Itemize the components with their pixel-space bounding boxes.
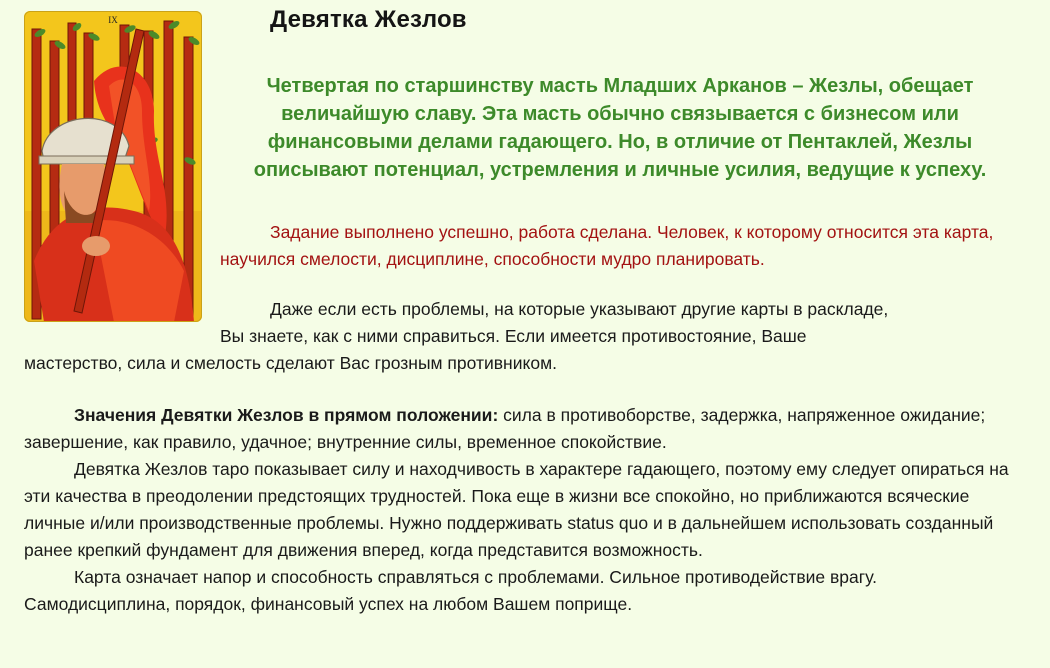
card-illustration bbox=[24, 11, 202, 322]
problems-line: Вы знаете, как с ними справиться. Если имеется противостояние, Ваше bbox=[220, 326, 807, 346]
intro-line: величайшую славу. Эта масть обычно связывается с бизнесом или bbox=[281, 103, 959, 125]
nine-of-wands-card-image bbox=[24, 11, 202, 322]
summary-note: Задание выполнено успешно, работа сделана. Человек, к которому относится эта карта, научился смелости, дисциплине, способности мудро планировать. bbox=[220, 222, 994, 269]
upright-meanings-paragraph bbox=[24, 402, 1024, 456]
card-meaning-paragraph: Карта означает напор и способность справляться с проблемами. Сильное противодействие врагу. Самодисциплина, порядок, финансовый успех на любом Вашем поприще. bbox=[24, 567, 877, 614]
page-title: Девятка Жезлов bbox=[270, 6, 467, 33]
card-numeral: IX bbox=[108, 15, 118, 25]
intro-line: финансовыми делами гадающего. Но, в отличие от Пентаклей, Жезлы bbox=[267, 131, 973, 153]
meanings-section bbox=[24, 402, 1024, 618]
intro-paragraph bbox=[220, 72, 1020, 184]
problems-line: Даже если есть проблемы, на которые указывают другие карты в раскладе, bbox=[270, 299, 889, 319]
problems-paragraph bbox=[24, 296, 1024, 377]
character-paragraph: Девятка Жезлов таро показывает силу и находчивость в характере гадающего, поэтому ему следует опираться на эти качества в преодолении предстоящих трудностей. Пока еще в жизни все спокойно, но приближаются всяческие личные и/или производственные проблемы. Нужно поддерживать status quo и в дальнейшем использовать созданный ранее крепкий фундамент для движения вперед, когда представится возможность. bbox=[24, 459, 1009, 560]
intro-line: Четвертая по старшинству масть Младших Арканов – Жезлы, обещает bbox=[266, 75, 974, 97]
upright-meanings-heading: Значения Девятки Жезлов в прямом положении: bbox=[74, 405, 499, 425]
intro-line: описывают потенциал, устремления и личные усилия, ведущие к успеху. bbox=[253, 159, 987, 181]
problems-line: мастерство, сила и смелость сделают Вас грозным противником. bbox=[24, 353, 557, 373]
upright-meanings-text: сила в противоборстве, задержка, напряженное ожидание; завершение, как правило, удачное; внутренние силы, временное спокойствие. bbox=[24, 405, 986, 452]
